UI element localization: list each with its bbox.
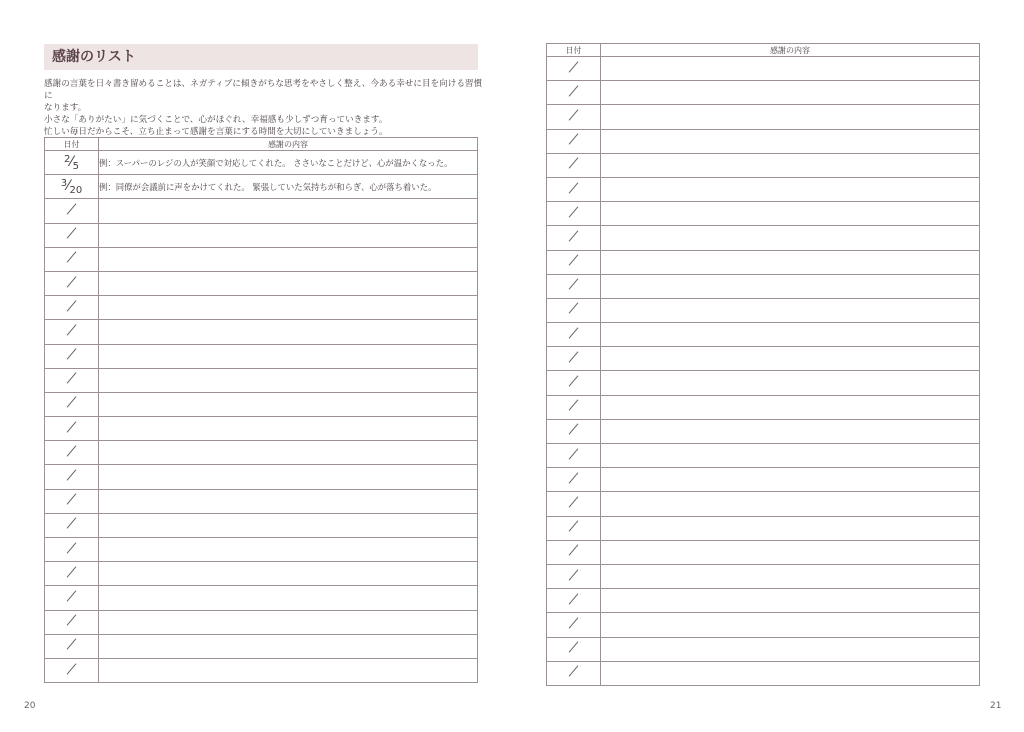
intro-line: 小さな「ありがたい」に気づくことで、心がほぐれ、幸福感も少しずつ育っていきます。 bbox=[44, 115, 388, 125]
content-cell[interactable] bbox=[601, 371, 980, 395]
date-slash bbox=[569, 327, 579, 338]
date-slash: ⁄ bbox=[67, 178, 70, 195]
date-cell[interactable] bbox=[45, 513, 99, 537]
table-row bbox=[45, 465, 478, 489]
date-header: 日付 bbox=[45, 138, 99, 151]
content-cell[interactable] bbox=[99, 417, 478, 441]
date-slash bbox=[569, 303, 579, 314]
date-cell[interactable] bbox=[547, 492, 601, 516]
table-row bbox=[547, 274, 980, 298]
date-cell[interactable] bbox=[45, 392, 99, 416]
date-slash: ⁄ bbox=[70, 154, 73, 171]
table-row bbox=[547, 226, 980, 250]
date-cell[interactable] bbox=[547, 105, 601, 129]
date-cell[interactable] bbox=[45, 441, 99, 465]
table-row bbox=[547, 492, 980, 516]
content-cell[interactable] bbox=[601, 661, 980, 685]
content-cell[interactable] bbox=[601, 298, 980, 322]
date-slash bbox=[67, 518, 77, 529]
date-slash bbox=[569, 109, 579, 120]
content-cell[interactable] bbox=[601, 540, 980, 564]
date-cell[interactable] bbox=[45, 658, 99, 682]
table-row bbox=[45, 296, 478, 320]
date-slash bbox=[67, 566, 77, 577]
date-cell[interactable] bbox=[547, 419, 601, 443]
table-row bbox=[547, 105, 980, 129]
date-cell[interactable] bbox=[45, 151, 99, 175]
content-cell[interactable] bbox=[99, 296, 478, 320]
date-cell[interactable] bbox=[45, 417, 99, 441]
date-cell[interactable] bbox=[45, 247, 99, 271]
content-cell[interactable] bbox=[601, 516, 980, 540]
table-row bbox=[45, 634, 478, 658]
date-slash bbox=[67, 348, 77, 359]
date-slash bbox=[569, 617, 579, 628]
date-cell[interactable] bbox=[547, 129, 601, 153]
table-row bbox=[547, 589, 980, 613]
date-slash bbox=[67, 614, 77, 625]
date-cell[interactable] bbox=[547, 444, 601, 468]
date-cell[interactable] bbox=[547, 516, 601, 540]
date-cell[interactable] bbox=[547, 468, 601, 492]
date-cell[interactable] bbox=[547, 637, 601, 661]
date-slash bbox=[569, 351, 579, 362]
date-cell[interactable] bbox=[547, 153, 601, 177]
table-row bbox=[547, 129, 980, 153]
table-row bbox=[45, 441, 478, 465]
date-slash bbox=[569, 593, 579, 604]
date-cell[interactable] bbox=[547, 323, 601, 347]
intro-line: 忙しい毎日だからこそ、立ち止まって感謝を言葉にする時間を大切にしていきましょう。 bbox=[44, 127, 388, 137]
date-cell[interactable] bbox=[547, 540, 601, 564]
table-row bbox=[547, 323, 980, 347]
date-slash bbox=[569, 182, 579, 193]
content-cell[interactable] bbox=[99, 513, 478, 537]
content-cell[interactable] bbox=[601, 226, 980, 250]
content-cell[interactable] bbox=[601, 347, 980, 371]
content-cell[interactable] bbox=[601, 153, 980, 177]
table-header-row bbox=[45, 138, 478, 151]
content-cell[interactable] bbox=[601, 323, 980, 347]
content-cell[interactable] bbox=[601, 81, 980, 105]
date-slash bbox=[67, 663, 77, 674]
date-cell[interactable] bbox=[45, 271, 99, 295]
date-slash bbox=[569, 448, 579, 459]
date-slash bbox=[67, 421, 77, 432]
content-cell[interactable] bbox=[99, 586, 478, 610]
date-fraction bbox=[63, 154, 80, 173]
content-cell[interactable] bbox=[601, 57, 980, 81]
content-header: 感謝の内容 bbox=[601, 44, 980, 57]
table-row bbox=[547, 395, 980, 419]
date-cell[interactable] bbox=[45, 610, 99, 634]
table-row bbox=[547, 177, 980, 201]
date-cell[interactable] bbox=[547, 564, 601, 588]
content-cell[interactable] bbox=[99, 199, 478, 223]
table-row bbox=[547, 419, 980, 443]
date-month: 3 bbox=[60, 178, 68, 190]
content-cell[interactable] bbox=[601, 274, 980, 298]
date-header: 日付 bbox=[547, 44, 601, 57]
table-row bbox=[45, 538, 478, 562]
date-slash bbox=[569, 61, 579, 72]
content-cell[interactable] bbox=[99, 610, 478, 634]
date-cell[interactable] bbox=[547, 81, 601, 105]
date-cell[interactable] bbox=[45, 320, 99, 344]
date-slash bbox=[67, 252, 77, 263]
content-cell[interactable] bbox=[601, 177, 980, 201]
content-cell[interactable] bbox=[601, 419, 980, 443]
table-row bbox=[547, 347, 980, 371]
date-slash bbox=[569, 641, 579, 652]
date-cell[interactable] bbox=[547, 226, 601, 250]
table-row bbox=[45, 368, 478, 392]
table-row bbox=[45, 489, 478, 513]
date-slash bbox=[569, 424, 579, 435]
date-slash bbox=[569, 230, 579, 241]
date-cell[interactable] bbox=[547, 395, 601, 419]
date-slash bbox=[569, 279, 579, 290]
example-row bbox=[45, 151, 478, 175]
table-row bbox=[547, 444, 980, 468]
date-cell[interactable] bbox=[547, 57, 601, 81]
date-slash bbox=[569, 254, 579, 265]
intro-text bbox=[44, 78, 484, 138]
content-cell[interactable] bbox=[601, 105, 980, 129]
table-row bbox=[45, 513, 478, 537]
date-cell[interactable] bbox=[547, 298, 601, 322]
table-row bbox=[547, 613, 980, 637]
date-slash bbox=[67, 639, 77, 650]
table-row bbox=[547, 371, 980, 395]
date-slash bbox=[67, 494, 77, 505]
date-cell[interactable] bbox=[547, 177, 601, 201]
content-cell[interactable] bbox=[601, 637, 980, 661]
date-slash bbox=[569, 666, 579, 677]
gratitude-table-left bbox=[44, 137, 478, 683]
content-cell[interactable] bbox=[99, 658, 478, 682]
table-row bbox=[45, 562, 478, 586]
content-cell[interactable] bbox=[601, 444, 980, 468]
content-cell[interactable] bbox=[601, 129, 980, 153]
table-row bbox=[547, 81, 980, 105]
content-cell[interactable] bbox=[99, 465, 478, 489]
date-cell[interactable] bbox=[547, 371, 601, 395]
page-number-right: 21 bbox=[990, 701, 1002, 711]
table-row bbox=[45, 247, 478, 271]
date-cell[interactable] bbox=[547, 613, 601, 637]
intro-line: なります。 bbox=[44, 103, 87, 113]
date-cell[interactable] bbox=[547, 589, 601, 613]
date-day: 20 bbox=[69, 185, 83, 197]
content-cell[interactable] bbox=[601, 589, 980, 613]
date-slash bbox=[569, 133, 579, 144]
date-slash bbox=[569, 520, 579, 531]
date-slash bbox=[569, 206, 579, 217]
content-cell[interactable]: 例：同僚が会議前に声をかけてくれた。 緊張していた気持ちが和らぎ、心が落ち着いた。 bbox=[99, 175, 478, 199]
date-slash bbox=[67, 542, 77, 553]
date-slash bbox=[569, 158, 579, 169]
date-cell[interactable] bbox=[547, 250, 601, 274]
date-cell[interactable] bbox=[45, 344, 99, 368]
date-cell[interactable] bbox=[45, 586, 99, 610]
date-slash bbox=[569, 85, 579, 96]
table-row bbox=[547, 661, 980, 685]
content-cell[interactable] bbox=[99, 634, 478, 658]
content-cell[interactable] bbox=[99, 562, 478, 586]
content-cell[interactable] bbox=[99, 223, 478, 247]
date-slash bbox=[569, 545, 579, 556]
date-cell[interactable] bbox=[45, 223, 99, 247]
date-slash bbox=[67, 276, 77, 287]
date-cell[interactable] bbox=[547, 202, 601, 226]
date-slash bbox=[67, 324, 77, 335]
table-row bbox=[45, 199, 478, 223]
date-cell[interactable] bbox=[547, 274, 601, 298]
table-row bbox=[547, 637, 980, 661]
table-row bbox=[45, 417, 478, 441]
table-row bbox=[45, 344, 478, 368]
date-slash bbox=[67, 469, 77, 480]
content-cell[interactable] bbox=[601, 613, 980, 637]
table-row bbox=[547, 57, 980, 81]
content-cell[interactable] bbox=[601, 564, 980, 588]
intro-line: 感謝の言葉を日々書き留めることは、ネガティブに傾きがちな思考をやさしく整え、今ある幸せに目を向ける習慣に bbox=[44, 79, 483, 101]
date-slash bbox=[67, 590, 77, 601]
date-cell[interactable] bbox=[45, 634, 99, 658]
date-cell[interactable] bbox=[45, 368, 99, 392]
table-row bbox=[547, 153, 980, 177]
content-cell[interactable] bbox=[601, 250, 980, 274]
date-slash bbox=[67, 300, 77, 311]
date-cell[interactable] bbox=[45, 538, 99, 562]
content-cell[interactable] bbox=[99, 489, 478, 513]
date-cell[interactable] bbox=[45, 562, 99, 586]
content-cell[interactable] bbox=[99, 441, 478, 465]
date-cell[interactable] bbox=[547, 661, 601, 685]
content-cell[interactable] bbox=[99, 538, 478, 562]
table-row bbox=[45, 223, 478, 247]
table-row bbox=[547, 540, 980, 564]
date-cell[interactable] bbox=[45, 199, 99, 223]
table-row bbox=[45, 392, 478, 416]
table-row bbox=[547, 298, 980, 322]
content-cell[interactable] bbox=[99, 271, 478, 295]
content-cell[interactable] bbox=[99, 368, 478, 392]
date-cell[interactable] bbox=[45, 296, 99, 320]
date-day: 5 bbox=[72, 161, 80, 173]
table-row bbox=[45, 320, 478, 344]
table-header-row bbox=[547, 44, 980, 57]
gratitude-table-right bbox=[546, 43, 980, 686]
date-cell[interactable] bbox=[45, 465, 99, 489]
table-row bbox=[45, 586, 478, 610]
table-row bbox=[547, 468, 980, 492]
content-cell[interactable] bbox=[99, 392, 478, 416]
date-slash bbox=[569, 569, 579, 580]
date-cell[interactable] bbox=[45, 489, 99, 513]
table-row bbox=[45, 610, 478, 634]
date-slash bbox=[67, 397, 77, 408]
content-cell[interactable] bbox=[601, 202, 980, 226]
content-cell[interactable] bbox=[99, 344, 478, 368]
table-row bbox=[547, 564, 980, 588]
content-cell[interactable] bbox=[99, 247, 478, 271]
page-number-left: 20 bbox=[24, 701, 36, 711]
date-slash bbox=[569, 496, 579, 507]
date-cell[interactable] bbox=[45, 175, 99, 199]
table-row bbox=[547, 516, 980, 540]
table-row bbox=[45, 658, 478, 682]
date-slash bbox=[67, 373, 77, 384]
date-slash bbox=[67, 203, 77, 214]
example-row bbox=[45, 175, 478, 199]
date-fraction bbox=[60, 178, 83, 197]
date-month: 2 bbox=[63, 154, 71, 166]
content-cell[interactable] bbox=[601, 395, 980, 419]
content-cell[interactable] bbox=[601, 468, 980, 492]
table-row bbox=[45, 271, 478, 295]
date-slash bbox=[67, 445, 77, 456]
content-header: 感謝の内容 bbox=[99, 138, 478, 151]
content-cell[interactable] bbox=[99, 320, 478, 344]
content-cell[interactable]: 例：スーパーのレジの人が笑顔で対応してくれた。 ささいなことだけど、心が温かくなった。 bbox=[99, 151, 478, 175]
content-cell[interactable] bbox=[601, 492, 980, 516]
page-title: 感謝のリスト bbox=[44, 44, 478, 70]
table-row bbox=[547, 250, 980, 274]
date-slash bbox=[569, 400, 579, 411]
table-row bbox=[547, 202, 980, 226]
date-slash bbox=[569, 472, 579, 483]
date-cell[interactable] bbox=[547, 347, 601, 371]
date-slash bbox=[67, 227, 77, 238]
date-slash bbox=[569, 375, 579, 386]
